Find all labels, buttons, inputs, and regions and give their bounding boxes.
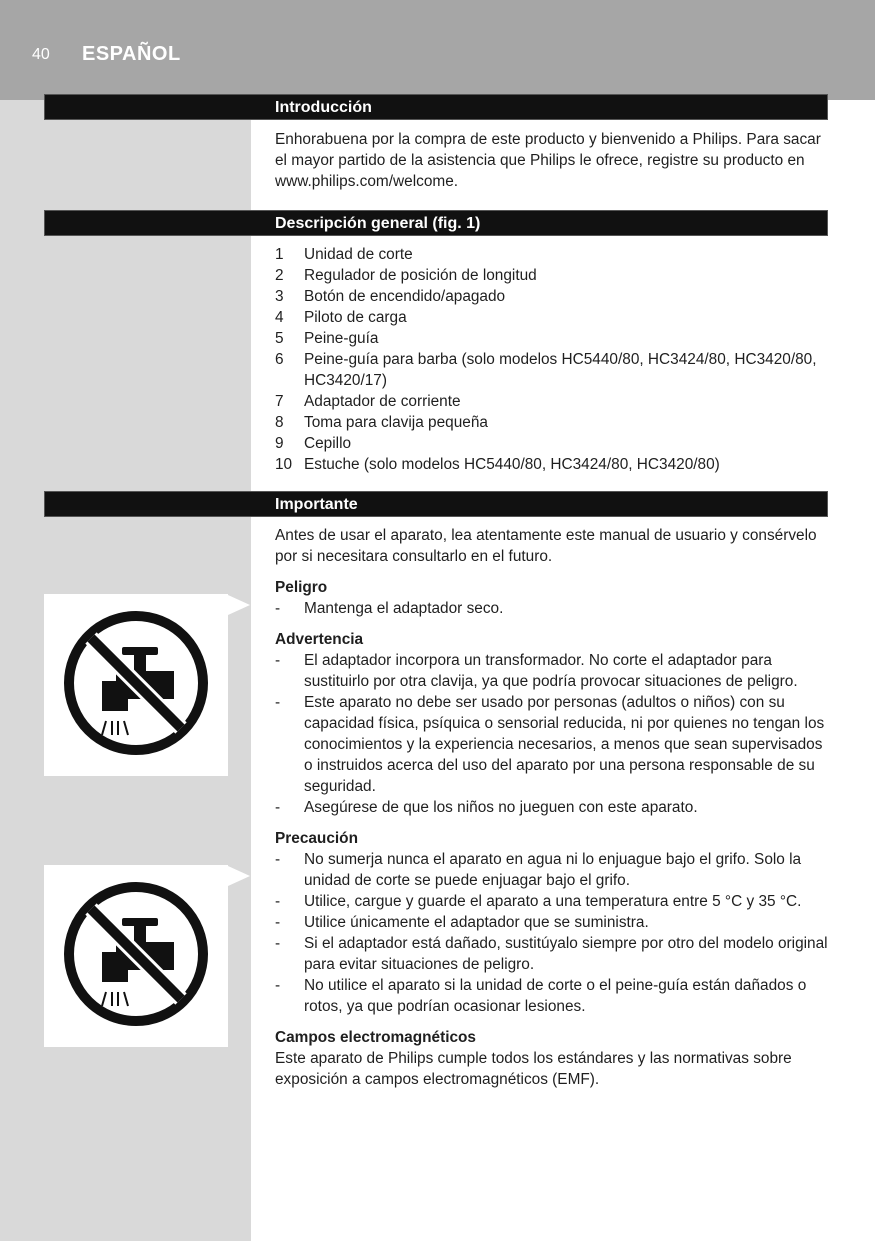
parts-list [275,244,830,475]
overview-section [275,244,830,475]
intro-section [275,129,830,192]
no-water-tap-icon [62,880,210,1028]
list-item: 9 Cepillo [275,435,352,452]
warning-heading: Advertencia [275,631,364,648]
list-item: 4 Piloto de carga [275,309,407,326]
list-item: 2 Regulador de posición de longitud [275,267,537,284]
icon-pointer [228,595,250,615]
language-title: ESPAÑOL [82,43,181,65]
icon-panel [44,865,228,1047]
list-item: 7 Adaptador de corriente [275,393,461,410]
list-item: - Si el adaptador está dañado, sustitúyalo siempre por otro del modelo original para evitar situaciones de peligro. [275,935,828,973]
list-item: - Este aparato no debe ser usado por personas (adultos o niños) con su capacidad física, psíquica o sensorial reducida, ni por quienes no tengan los conocimientos y la experiencia necesarios, a menos que sean supervisados o instruidos acerca del uso del aparato por una persona responsable de su seguridad. [275,694,825,795]
list-item: 1 Unidad de corte [275,246,413,263]
icon-panel [44,594,228,776]
important-intro: Antes de usar el aparato, lea atentamente este manual de usuario y consérvelo por si necesitara consultarlo en el futuro. [275,527,817,565]
list-item: - Mantenga el adaptador seco. [275,600,504,617]
list-item: 6 Peine-guía para barba (solo modelos HC5440/80, HC3424/80, HC3420/80, HC3420/17) [275,351,817,389]
list-item: - No sumerja nunca el aparato en agua ni lo enjuague bajo el grifo. Solo la unidad de corte se puede enjuagar bajo el grifo. [275,851,802,889]
list-item: 5 Peine-guía [275,330,379,347]
section-bar-intro [44,94,828,120]
section-bar-overview [44,210,828,236]
danger-heading: Peligro [275,579,328,596]
list-item: - Utilice, cargue y guarde el aparato a una temperatura entre 5 °C y 35 °C. [275,893,802,910]
header-band [0,0,875,100]
emf-heading: Campos electromagnéticos [275,1029,476,1046]
intro-text: Enhorabuena por la compra de este producto y bienvenido a Philips. Para sacar el mayor partido de la asistencia que Philips le ofrece, registre su producto en www.philips.com/welcome. [275,131,821,190]
page-number: 40 [32,46,50,63]
no-water-tap-icon [62,609,210,757]
list-item: - No utilice el aparato si la unidad de corte o el peine-guía están dañados o rotos, ya que podrían ocasionar lesiones. [275,977,807,1015]
caution-heading: Precaución [275,830,358,847]
important-section [275,525,830,1090]
section-title-overview: Descripción general (fig. 1) [275,215,481,232]
section-title-intro: Introducción [275,99,372,116]
list-item: 10 Estuche (solo modelos HC5440/80, HC3424/80, HC3420/80) [275,456,720,473]
warning-list [275,650,830,818]
list-item: 8 Toma para clavija pequeña [275,414,488,431]
section-bar-important [44,491,828,517]
emf-text: Este aparato de Philips cumple todos los estándares y las normativas sobre exposición a campos electromagnéticos (EMF). [275,1050,792,1088]
section-title-important: Importante [275,496,358,513]
list-item: - El adaptador incorpora un transformador. No corte el adaptador para sustituirlo por otra clavija, ya que podría provocar situaciones de peligro. [275,652,798,690]
icon-pointer [228,866,250,886]
list-item: - Asegúrese de que los niños no jueguen con este aparato. [275,799,698,816]
list-item: - Utilice únicamente el adaptador que se suministra. [275,914,649,931]
danger-list [275,598,830,619]
list-item: 3 Botón de encendido/apagado [275,288,506,305]
caution-list [275,849,830,1017]
